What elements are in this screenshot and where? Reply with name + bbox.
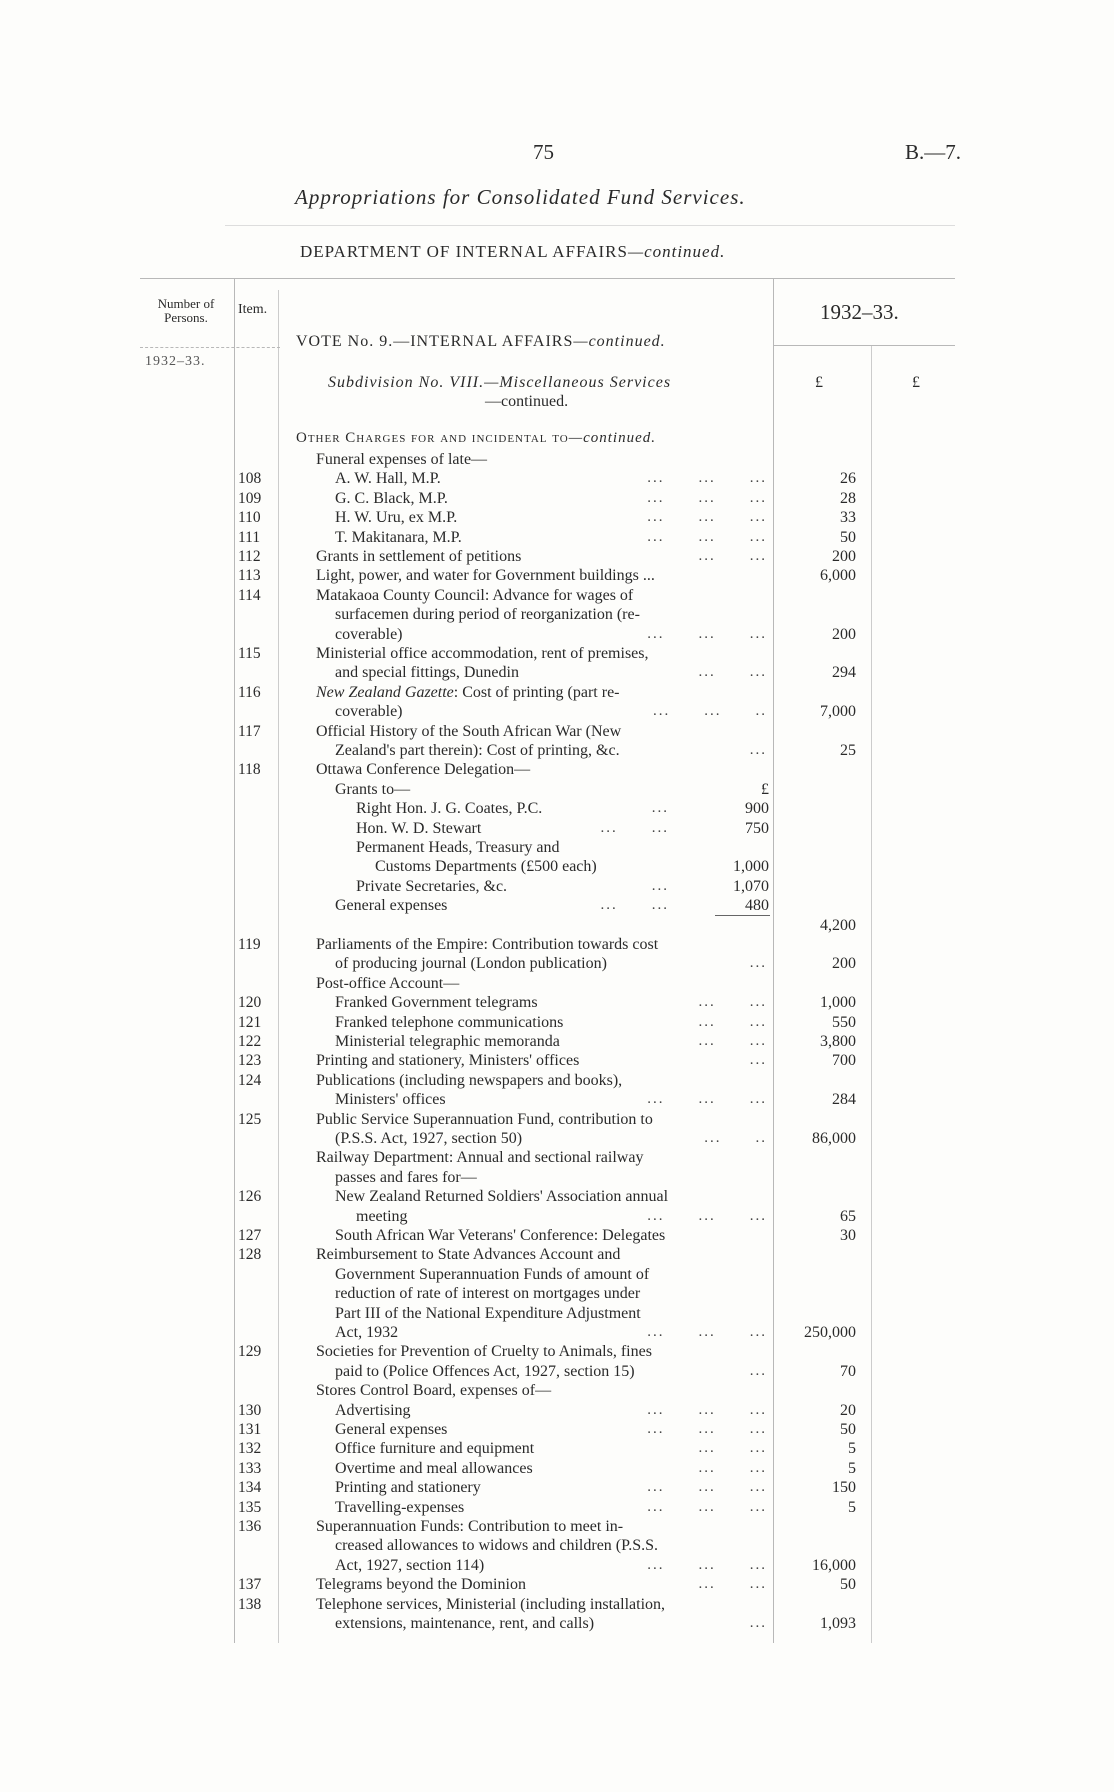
row-description: Ministers' offices bbox=[335, 1091, 446, 1109]
row-description: G. C. Black, M.P. bbox=[335, 489, 448, 507]
row-amount: 5 bbox=[848, 1459, 856, 1477]
table-row bbox=[0, 897, 1114, 916]
row-description: Advertising bbox=[335, 1401, 411, 1419]
item-number: 120 bbox=[238, 994, 262, 1012]
leader-dots: ... ... ... bbox=[647, 1421, 767, 1437]
item-number: 124 bbox=[238, 1071, 262, 1089]
table-row bbox=[0, 548, 1114, 567]
item-number: 130 bbox=[238, 1401, 262, 1419]
row-description: coverable) bbox=[335, 703, 403, 721]
table-row bbox=[0, 1033, 1114, 1052]
item-number: 111 bbox=[238, 528, 261, 546]
leader-dots: ... ... bbox=[600, 897, 669, 914]
row-amount: 70 bbox=[840, 1362, 856, 1380]
table-row bbox=[0, 1440, 1114, 1459]
leader-dots: ... .. bbox=[704, 1130, 767, 1146]
leader-dots: ... ... ... bbox=[647, 1324, 767, 1340]
subtotal-rule bbox=[715, 915, 770, 916]
year-column-header: 1932–33. bbox=[820, 300, 899, 324]
table-row bbox=[0, 1169, 1114, 1188]
table-row bbox=[0, 1537, 1114, 1556]
row-amount: 250,000 bbox=[804, 1324, 856, 1341]
table-row bbox=[0, 1091, 1114, 1110]
table-row bbox=[0, 1402, 1114, 1421]
table-row bbox=[0, 975, 1114, 994]
row-description: reduction of rate of interest on mortgages under bbox=[335, 1285, 641, 1303]
item-number: 122 bbox=[238, 1033, 262, 1050]
item-number: 110 bbox=[238, 509, 261, 527]
row-description: Publications (including newspapers and books), bbox=[316, 1071, 623, 1089]
row-description: Travelling-expenses bbox=[335, 1498, 465, 1516]
title-rule bbox=[225, 225, 955, 226]
row-amount: 50 bbox=[840, 528, 856, 546]
table-row bbox=[0, 684, 1114, 703]
table-row bbox=[0, 742, 1114, 761]
table-row bbox=[0, 1421, 1114, 1440]
row-description: Ministerial telegraphic memoranda bbox=[335, 1033, 560, 1050]
table-row bbox=[0, 917, 1114, 936]
table-row bbox=[0, 1052, 1114, 1071]
item-number: 136 bbox=[238, 1518, 262, 1535]
row-description: meeting bbox=[356, 1207, 408, 1225]
leader-dots: ... ... bbox=[698, 1576, 767, 1593]
table-row bbox=[0, 509, 1114, 528]
table-row bbox=[0, 723, 1114, 742]
table-row bbox=[0, 1363, 1114, 1382]
leader-dots: ... bbox=[749, 1052, 767, 1069]
row-amount: 700 bbox=[832, 1052, 856, 1070]
table-row bbox=[0, 470, 1114, 489]
item-number: 138 bbox=[238, 1595, 262, 1613]
row-description: Act, 1932 bbox=[335, 1324, 399, 1341]
row-description: Overtime and meal allowances bbox=[335, 1459, 533, 1477]
item-number: 137 bbox=[238, 1576, 262, 1594]
row-amount: 25 bbox=[840, 742, 856, 759]
table-row bbox=[0, 567, 1114, 586]
sub-amount: 1,000 bbox=[733, 858, 769, 876]
row-description: Stores Control Board, expenses of— bbox=[316, 1382, 552, 1400]
row-amount: 16,000 bbox=[812, 1556, 856, 1574]
subdivision-continued: —continued. bbox=[485, 393, 569, 410]
row-amount: 7,000 bbox=[820, 703, 856, 721]
pound-sign-1: £ bbox=[815, 374, 823, 391]
row-description: Zealand's part therein): Cost of printing, &c. bbox=[335, 742, 620, 759]
row-description: Franked Government telegrams bbox=[335, 994, 538, 1012]
row-description: Reimbursement to State Advances Account and bbox=[316, 1246, 621, 1264]
item-number: 114 bbox=[238, 586, 261, 604]
department-name: DEPARTMENT OF INTERNAL AFFAIRS bbox=[300, 242, 628, 261]
row-description: Customs Departments (£500 each) bbox=[375, 858, 597, 876]
item-number: 118 bbox=[238, 761, 261, 779]
table-row bbox=[0, 1479, 1114, 1498]
row-description: Post-office Account— bbox=[316, 974, 460, 992]
leader-dots: ... ... ... bbox=[647, 1479, 767, 1496]
table-row bbox=[0, 1382, 1114, 1401]
item-number: 129 bbox=[238, 1343, 262, 1361]
row-description: General expenses bbox=[335, 897, 448, 915]
item-number: 123 bbox=[238, 1052, 262, 1070]
item-number: 126 bbox=[238, 1188, 262, 1206]
row-description: Railway Department: Annual and sectional railway bbox=[316, 1149, 644, 1167]
row-description: Permanent Heads, Treasury and bbox=[356, 839, 560, 856]
vote-title-continued: —continued. bbox=[573, 333, 666, 350]
row-description: Grants to— bbox=[335, 780, 411, 798]
row-description: Printing and stationery, Ministers' offices bbox=[316, 1052, 580, 1070]
document-reference: B.—7. bbox=[905, 140, 962, 164]
section-heading-continued: —continued. bbox=[568, 430, 656, 446]
leader-dots: ... ... ... bbox=[647, 1556, 767, 1573]
leader-dots: ... ... bbox=[698, 664, 767, 681]
row-amount: 4,200 bbox=[820, 916, 856, 934]
row-description: and special fittings, Dunedin bbox=[335, 664, 519, 682]
row-description: of producing journal (London publication) bbox=[335, 955, 607, 973]
item-number: 115 bbox=[238, 645, 261, 662]
year-header-rule bbox=[773, 345, 955, 346]
sub-amount: 1,070 bbox=[733, 877, 769, 895]
table-row bbox=[0, 490, 1114, 509]
table-row bbox=[0, 703, 1114, 722]
row-description: Act, 1927, section 114) bbox=[335, 1556, 485, 1574]
table-row bbox=[0, 1460, 1114, 1479]
table-row bbox=[0, 878, 1114, 897]
table-row bbox=[0, 1557, 1114, 1576]
leader-dots: ... ... ... bbox=[647, 1091, 767, 1108]
row-amount: 284 bbox=[832, 1091, 856, 1109]
row-amount: 65 bbox=[840, 1207, 856, 1225]
row-description: T. Makitanara, M.P. bbox=[335, 528, 462, 546]
table-row bbox=[0, 606, 1114, 625]
item-number: 109 bbox=[238, 489, 262, 507]
table-row bbox=[0, 839, 1114, 858]
sub-amount: £ bbox=[761, 780, 769, 798]
leader-dots: ... ... bbox=[698, 1013, 767, 1030]
leader-dots: ... ... ... bbox=[647, 509, 767, 526]
table-row bbox=[0, 936, 1114, 955]
table-row bbox=[0, 529, 1114, 548]
row-amount: 1,000 bbox=[820, 994, 856, 1012]
persons-header-rule bbox=[140, 347, 280, 348]
item-number: 127 bbox=[238, 1227, 262, 1244]
section-heading bbox=[296, 430, 656, 447]
row-description: Light, power, and water for Government buildings ... bbox=[316, 567, 655, 585]
row-description: Ministerial office accommodation, rent of premises, bbox=[316, 645, 649, 662]
leader-dots: ... ... ... bbox=[647, 470, 767, 487]
item-number: 131 bbox=[238, 1421, 262, 1438]
row-description: Franked telephone communications bbox=[335, 1013, 564, 1031]
item-number: 132 bbox=[238, 1440, 262, 1458]
table-row bbox=[0, 1149, 1114, 1168]
row-amount: 200 bbox=[832, 548, 856, 565]
item-number: 119 bbox=[238, 936, 261, 953]
row-amount: 28 bbox=[840, 489, 856, 507]
row-amount: 150 bbox=[832, 1479, 856, 1497]
leader-dots: ... ... bbox=[698, 1033, 767, 1049]
table-row bbox=[0, 1208, 1114, 1227]
item-number: 135 bbox=[238, 1498, 262, 1516]
table-row bbox=[0, 761, 1114, 780]
row-amount: 50 bbox=[840, 1576, 856, 1594]
leader-dots: ... ... ... bbox=[647, 1498, 767, 1515]
table-row bbox=[0, 1227, 1114, 1246]
persons-column-header: Number of Persons. bbox=[157, 296, 215, 325]
subdivision-title: Subdivision No. VIII.—Miscellaneous Services bbox=[328, 374, 672, 391]
row-description: Printing and stationery bbox=[335, 1479, 481, 1497]
row-description: creased allowances to widows and children (P.S.S. bbox=[335, 1537, 659, 1555]
table-row bbox=[0, 1188, 1114, 1207]
item-number: 116 bbox=[238, 683, 261, 701]
leader-dots: ... bbox=[749, 1615, 767, 1631]
row-description: Parliaments of the Empire: Contribution towards cost bbox=[316, 936, 659, 953]
pound-sign-2: £ bbox=[912, 374, 920, 391]
table-row bbox=[0, 1130, 1114, 1149]
table-row bbox=[0, 664, 1114, 683]
row-description: South African War Veterans' Conference: Delegates bbox=[335, 1227, 666, 1244]
leader-dots: ... ... ... bbox=[647, 528, 767, 545]
leader-dots: ... ... ... bbox=[647, 1401, 767, 1418]
item-number: 112 bbox=[238, 548, 261, 565]
row-amount: 26 bbox=[840, 470, 856, 488]
table-row bbox=[0, 781, 1114, 800]
page-number: 75 bbox=[533, 140, 554, 164]
table-row bbox=[0, 1499, 1114, 1518]
row-description: Right Hon. J. G. Coates, P.C. bbox=[356, 800, 543, 818]
table-row bbox=[0, 1596, 1114, 1615]
table-row bbox=[0, 994, 1114, 1013]
leader-dots: ... bbox=[651, 877, 669, 894]
table-row bbox=[0, 1014, 1114, 1033]
table-row bbox=[0, 955, 1114, 974]
row-description: passes and fares for— bbox=[335, 1168, 477, 1186]
table-row bbox=[0, 587, 1114, 606]
row-description: coverable) bbox=[335, 625, 403, 643]
leader-dots: ... ... .. bbox=[653, 703, 767, 720]
row-description: H. W. Uru, ex M.P. bbox=[335, 509, 458, 527]
table-row bbox=[0, 858, 1114, 877]
row-amount: 20 bbox=[840, 1401, 856, 1419]
row-description: Societies for Prevention of Cruelty to Animals, fines bbox=[316, 1343, 652, 1361]
item-number: 133 bbox=[238, 1459, 262, 1477]
leader-dots: ... bbox=[749, 742, 767, 758]
row-description: Superannuation Funds: Contribution to meet in- bbox=[316, 1518, 624, 1535]
item-column-header: Item. bbox=[238, 302, 268, 317]
row-description: Ottawa Conference Delegation— bbox=[316, 761, 531, 779]
leader-dots: ... ... bbox=[600, 819, 669, 836]
row-description: Matakaoa County Council: Advance for wages of bbox=[316, 586, 634, 604]
row-description: extensions, maintenance, rent, and calls) bbox=[335, 1615, 595, 1632]
leader-dots: ... ... bbox=[698, 1440, 767, 1457]
row-amount: 5 bbox=[848, 1440, 856, 1458]
row-description: Telegrams beyond the Dominion bbox=[316, 1576, 526, 1594]
table-row bbox=[0, 1518, 1114, 1537]
row-amount: 200 bbox=[832, 625, 856, 643]
vote-title-text: VOTE No. 9.—INTERNAL AFFAIRS bbox=[296, 333, 574, 350]
department-continued: —continued. bbox=[627, 242, 726, 261]
item-number: 117 bbox=[238, 722, 261, 740]
row-description: New Zealand Gazette: Cost of printing (part re- bbox=[316, 683, 620, 701]
row-amount: 33 bbox=[840, 509, 856, 527]
row-description: A. W. Hall, M.P. bbox=[335, 470, 441, 488]
row-amount: 50 bbox=[840, 1421, 856, 1438]
row-amount: 1,093 bbox=[820, 1615, 856, 1632]
item-number: 113 bbox=[238, 567, 261, 585]
row-description: Official History of the South African War (New bbox=[316, 722, 622, 740]
row-description: Grants in settlement of petitions bbox=[316, 548, 522, 565]
leader-dots: ... ... ... bbox=[647, 1207, 767, 1224]
row-amount: 3,800 bbox=[820, 1033, 856, 1050]
row-description: (P.S.S. Act, 1927, section 50) bbox=[335, 1130, 523, 1147]
table-row bbox=[0, 645, 1114, 664]
table-row bbox=[0, 626, 1114, 645]
leader-dots: ... bbox=[651, 800, 669, 817]
table-row bbox=[0, 1576, 1114, 1595]
row-amount: 550 bbox=[832, 1013, 856, 1031]
row-amount: 30 bbox=[840, 1227, 856, 1244]
row-amount: 294 bbox=[832, 664, 856, 682]
table-row bbox=[0, 1615, 1114, 1634]
department-heading bbox=[300, 242, 725, 262]
table-row bbox=[0, 820, 1114, 839]
page-title: Appropriations for Consolidated Fund Services. bbox=[295, 185, 746, 209]
row-amount: 5 bbox=[848, 1498, 856, 1516]
table-row bbox=[0, 800, 1114, 819]
row-description: Office furniture and equipment bbox=[335, 1440, 535, 1458]
row-description: surfacemen during period of reorganization (re- bbox=[335, 606, 640, 624]
row-description: Funeral expenses of late— bbox=[316, 451, 488, 468]
item-number: 125 bbox=[238, 1110, 262, 1128]
row-description: Hon. W. D. Stewart bbox=[356, 819, 482, 837]
leader-dots: ... bbox=[749, 955, 767, 972]
row-amount: 200 bbox=[832, 955, 856, 973]
item-number: 128 bbox=[238, 1246, 262, 1264]
vote-title bbox=[296, 333, 666, 351]
leader-dots: ... ... bbox=[698, 1459, 767, 1476]
item-number: 134 bbox=[238, 1479, 262, 1497]
row-description: Telephone services, Ministerial (including installation, bbox=[316, 1595, 666, 1613]
sub-amount: 480 bbox=[745, 897, 769, 915]
row-description: General expenses bbox=[335, 1421, 448, 1438]
row-description: Part III of the National Expenditure Adjustment bbox=[335, 1304, 641, 1322]
sub-amount: 750 bbox=[745, 819, 769, 837]
table-row bbox=[0, 1343, 1114, 1362]
persons-year: 1932–33. bbox=[145, 354, 206, 369]
table-row bbox=[0, 1324, 1114, 1343]
row-description: Public Service Superannuation Fund, contribution to bbox=[316, 1110, 653, 1128]
table-row bbox=[0, 1285, 1114, 1304]
row-amount: 6,000 bbox=[820, 567, 856, 585]
table-row bbox=[0, 1246, 1114, 1265]
table-row bbox=[0, 1266, 1114, 1285]
leader-dots: ... ... ... bbox=[647, 625, 767, 642]
row-description: paid to (Police Offences Act, 1927, section 15) bbox=[335, 1362, 635, 1380]
row-description: Government Superannuation Funds of amount of bbox=[335, 1265, 650, 1283]
item-number: 121 bbox=[238, 1013, 262, 1031]
table-top-rule bbox=[140, 278, 955, 279]
row-description: New Zealand Returned Soldiers' Association annual bbox=[335, 1188, 669, 1206]
leader-dots: ... bbox=[749, 1362, 767, 1379]
section-heading-text: Other Charges for and incidental to bbox=[296, 430, 569, 446]
leader-dots: ... ... bbox=[698, 548, 767, 564]
table-row bbox=[0, 1305, 1114, 1324]
sub-amount: 900 bbox=[745, 800, 769, 818]
table-row bbox=[0, 1072, 1114, 1091]
table-row bbox=[0, 451, 1114, 470]
row-amount: 86,000 bbox=[812, 1130, 856, 1147]
leader-dots: ... ... ... bbox=[647, 489, 767, 506]
row-description: Private Secretaries, &c. bbox=[356, 877, 508, 895]
item-number: 108 bbox=[238, 470, 262, 488]
leader-dots: ... ... bbox=[698, 994, 767, 1011]
table-row bbox=[0, 1111, 1114, 1130]
